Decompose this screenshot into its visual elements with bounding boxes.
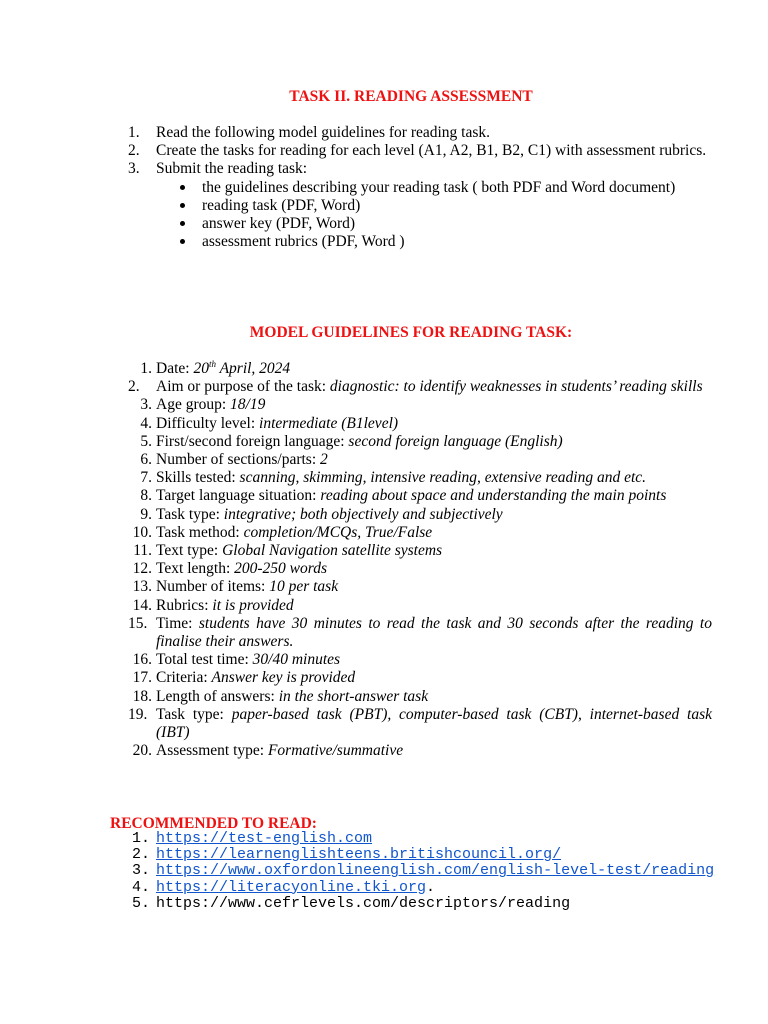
section-title-recommended: RECOMMENDED TO READ: [110, 815, 317, 832]
list-item-number: 4. [140, 414, 152, 432]
guideline-value: diagnostic: to identify weaknesses in students’ reading skills [329, 378, 703, 396]
list-item: 3. Submit the reading task: the guidelines describing your reading task ( both PDF and Word document) reading task (PDF, Word) answer key (PDF, Word) assessment rubrics (PDF, Word ) [128, 160, 712, 251]
list-item-number: 9. [140, 505, 152, 523]
guideline-label: Text length: [156, 560, 235, 578]
bullet-item: the guidelines describing your reading task ( both PDF and Word document) [176, 179, 712, 197]
guidelines-list [128, 360, 712, 760]
list-item-number: 7. [140, 469, 152, 487]
list-item [128, 560, 712, 578]
list-item-number: 19. [128, 705, 148, 723]
guideline-label: Criteria: [156, 669, 212, 687]
guideline-label: First/second foreign language: [156, 432, 349, 450]
list-item [128, 524, 712, 542]
list-item-number: 20. [132, 742, 152, 760]
guideline-value: Answer key is provided [211, 669, 356, 687]
list-item: 1. Read the following model guidelines for reading task. [128, 124, 491, 141]
list-item [128, 451, 712, 469]
list-item-text: Create the tasks for reading for each level (A1, A2, B1, B2, C1) with assessment rubrics. [156, 142, 707, 160]
list-item [128, 506, 712, 524]
bullet-icon [180, 221, 185, 226]
list-item [128, 378, 712, 396]
recommended-links-list [128, 831, 728, 912]
list-item [128, 433, 712, 451]
guideline-value: reading about space and understanding the main points [320, 487, 667, 505]
list-item-number: 12. [132, 560, 152, 578]
guideline-value: students have 30 minutes to read the task and 30 seconds after the reading to finalise their answers. [156, 614, 712, 651]
link-item: 5. https://www.cefrlevels.com/descriptors/reading [132, 894, 571, 912]
list-item [128, 597, 712, 615]
guideline-label: Task method: [156, 523, 244, 541]
guideline-value: 18/19 [230, 396, 266, 414]
link-item: 3. https://www.oxfordonlineenglish.com/english-level-test/reading [132, 862, 715, 880]
list-item [128, 578, 712, 596]
list-item [128, 669, 712, 687]
guideline-label: Rubrics: [156, 596, 213, 614]
guideline-label: Text type: [156, 542, 223, 560]
list-item-number: 8. [140, 487, 152, 505]
guideline-value: 10 per task [269, 578, 339, 596]
list-item: 1. Date: 20th April, 2024 [140, 359, 291, 377]
link-test-english[interactable]: https://test-english.com [156, 830, 373, 847]
section-title-task: TASK II. READING ASSESSMENT [289, 88, 533, 105]
section-title-guidelines: MODEL GUIDELINES FOR READING TASK: [249, 324, 573, 341]
list-item [128, 469, 712, 487]
bullet-item: assessment rubrics (PDF, Word ) [176, 233, 712, 251]
link-learnenglishteens[interactable]: https://learnenglishteens.britishcouncil.org/ [156, 846, 562, 864]
guideline-value: it is provided [212, 596, 294, 614]
guideline-label: Age group: [156, 396, 231, 414]
list-item-number: 14. [132, 596, 152, 614]
bullet-icon [180, 185, 185, 190]
list-item [128, 415, 712, 433]
list-item [128, 651, 712, 669]
bullet-item: reading task (PDF, Word) [176, 197, 712, 215]
guideline-value: second foreign language (English) [348, 432, 563, 450]
list-item [128, 542, 712, 560]
list-item-number: 6. [140, 451, 152, 469]
guideline-value: in the short-answer task [278, 687, 429, 705]
list-item-number: 10. [132, 523, 152, 541]
guideline-value: paper-based task (PBT), computer-based task (CBT), internet-based task (IBT) [156, 705, 712, 742]
guideline-value: Global Navigation satellite systems [222, 542, 443, 560]
guideline-value: intermediate (B1level) [259, 414, 399, 432]
list-item [128, 487, 712, 505]
guideline-label: Target language situation: [156, 487, 321, 505]
list-item-number: 17. [132, 669, 152, 687]
submission-bullet-list [176, 179, 712, 252]
guideline-label: Task type: [156, 705, 232, 723]
list-item: 2. Create the tasks for reading for each level (A1, A2, B1, B2, C1) with assessment rubrics. [128, 142, 707, 160]
list-item-number: 13. [132, 578, 152, 596]
list-item-number: 2. [128, 378, 140, 396]
list-item [128, 688, 712, 706]
task-instructions-list [128, 124, 712, 251]
link-item: 2. https://learnenglishteens.britishcouncil.org/ [132, 846, 562, 864]
guideline-label: Aim or purpose of the task: [156, 378, 330, 396]
trailing-period: . [426, 878, 436, 896]
bullet-icon [180, 203, 185, 208]
guideline-label: Time: [156, 614, 199, 632]
list-item-text: Read the following model guidelines for reading task. [156, 124, 491, 141]
link-item: 4. https://literacyonline.tki.org. [132, 878, 436, 896]
guideline-label: Skills tested: [156, 469, 240, 487]
link-cefrlevels: https://www.cefrlevels.com/descriptors/reading [156, 894, 571, 912]
guideline-label: Number of items: [156, 578, 270, 596]
guideline-label: Number of sections/parts: [156, 451, 321, 469]
list-item [128, 396, 712, 414]
guideline-label: Assessment type: [156, 742, 268, 760]
guideline-label: Total test time: [156, 651, 253, 669]
bullet-icon [180, 239, 185, 244]
guideline-label: Length of answers: [156, 687, 279, 705]
list-item [128, 706, 712, 742]
list-item-number: 3. [140, 396, 152, 414]
guideline-value: 2 [320, 451, 328, 469]
link-oxfordonlineenglish[interactable]: https://www.oxfordonlineenglish.com/english-level-test/reading [156, 862, 715, 880]
link-item: 1. https://test-english.com [132, 830, 373, 847]
guideline-value: 30/40 minutes [252, 651, 341, 669]
list-item-number: 15. [128, 614, 148, 632]
guideline-value: scanning, skimming, intensive reading, extensive reading and etc. [239, 469, 647, 487]
guideline-label: Difficulty level: [156, 414, 260, 432]
bullet-item: answer key (PDF, Word) [176, 215, 712, 233]
guideline-label: Task type: [156, 505, 224, 523]
link-literacyonline[interactable]: https://literacyonline.tki.org [156, 878, 427, 896]
list-item [128, 742, 712, 760]
list-item-number: 5. [140, 432, 152, 450]
guideline-value: Formative/summative [267, 742, 404, 760]
guideline-value: integrative; both objectively and subjectively [223, 505, 503, 523]
list-item-number: 11. [133, 542, 152, 560]
list-item [128, 615, 712, 651]
list-item-number: 18. [132, 687, 152, 705]
list-item-number: 16. [132, 651, 152, 669]
guideline-value: 200-250 words [234, 560, 327, 578]
list-item-text: Submit the reading task: [156, 160, 308, 178]
guideline-value: completion/MCQs, True/False [243, 523, 433, 541]
